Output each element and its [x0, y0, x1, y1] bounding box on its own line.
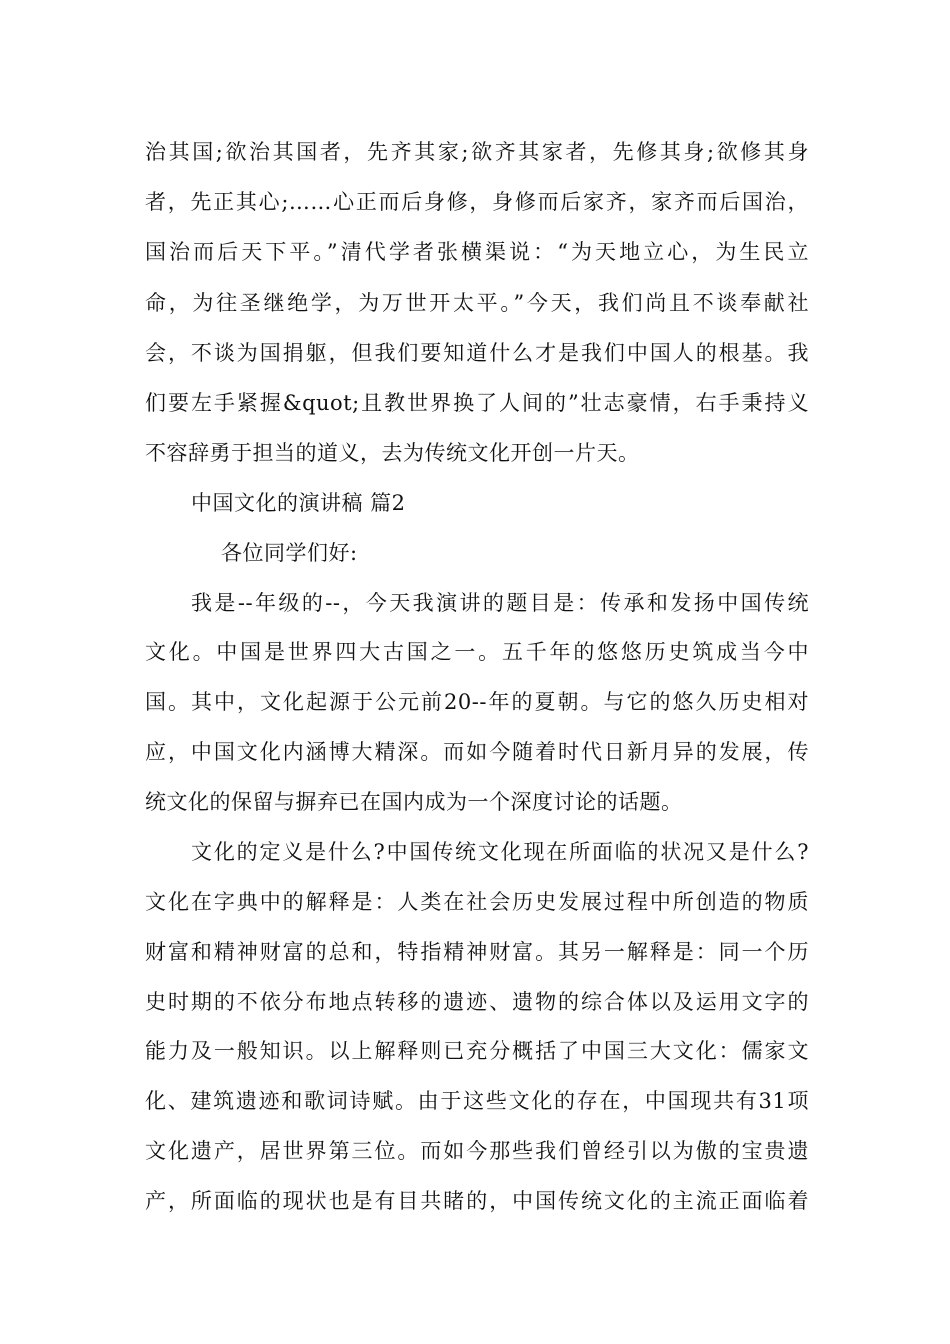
greeting-line: 各位同学们好:: [221, 541, 358, 565]
paragraph-line: 能力及一般知识。以上解释则已充分概括了中国三大文化：儒家文: [145, 1039, 809, 1063]
paragraph-line: 应，中国文化内涵博大精深。而如今随着时代日新月异的发展，传: [145, 740, 809, 764]
paragraph-line: 化、建筑遗迹和歌词诗赋。由于这些文化的存在，中国现共有31项: [145, 1089, 809, 1113]
paragraph-line: 国。其中，文化起源于公元前20--年的夏朝。与它的悠久历史相对: [145, 690, 809, 714]
paragraph-line: 们要左手紧握&quot;且教世界换了人间的”壮志豪情，右手秉持义: [145, 391, 809, 415]
paragraph-line: 命，为往圣继绝学，为万世开太平。”今天，我们尚且不谈奉献社: [145, 291, 809, 315]
paragraph-line: 者，先正其心;……心正而后身修，身修而后家齐，家齐而后国治，: [145, 190, 809, 214]
paragraph-line: 统文化的保留与摒弃已在国内成为一个深度讨论的话题。: [145, 790, 683, 814]
paragraph-line: 文化遗产，居世界第三位。而如今那些我们曾经引以为傲的宝贵遗: [145, 1139, 809, 1163]
paragraph-line: 不容辞勇于担当的道义，去为传统文化开创一片天。: [145, 441, 640, 465]
paragraph-line: 产，所面临的现状也是有目共睹的，中国传统文化的主流正面临着: [145, 1189, 809, 1213]
paragraph-line: 史时期的不依分布地点转移的遗迹、遗物的综合体以及运用文字的: [145, 990, 809, 1014]
paragraph-line: 国治而后天下平。”清代学者张横渠说：“为天地立心，为生民立: [145, 240, 809, 264]
paragraph-line: 文化。中国是世界四大古国之一。五千年的悠悠历史筑成当今中: [145, 640, 809, 664]
paragraph-line: 会，不谈为国捐躯，但我们要知道什么才是我们中国人的根基。我: [145, 341, 809, 365]
paragraph-line: 文化的定义是什么?中国传统文化现在所面临的状况又是什么?: [191, 840, 809, 864]
paragraph-line: 我是--年级的--，今天我演讲的题目是：传承和发扬中国传统: [191, 591, 809, 615]
section-heading: 中国文化的演讲稿 篇2: [191, 491, 406, 515]
paragraph-line: 文化在字典中的解释是：人类在社会历史发展过程中所创造的物质: [145, 890, 809, 914]
paragraph-line: 财富和精神财富的总和，特指精神财富。其另一解释是：同一个历: [145, 940, 809, 964]
paragraph-line: 治其国;欲治其国者，先齐其家;欲齐其家者，先修其身;欲修其身: [145, 140, 809, 164]
